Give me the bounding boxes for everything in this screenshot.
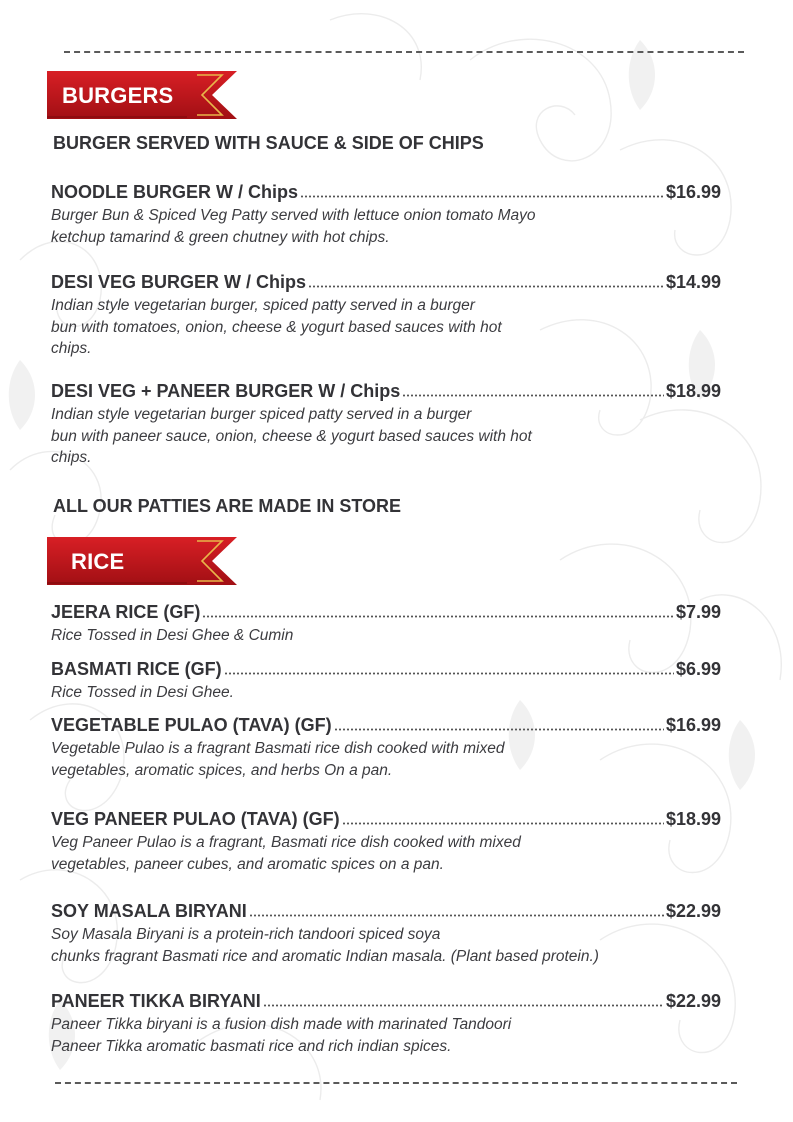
item-price: $14.99 [665,272,721,292]
menu-item [51,602,721,647]
item-price: $7.99 [675,602,721,622]
item-price: $22.99 [665,991,721,1011]
item-description: Indian style vegetarian burger, spiced patty served in a burger bun with tomatoes, onion, cheese & yogurt based sauces with hot chips. [51,297,502,357]
item-name: VEGETABLE PULAO (TAVA) (GF) [51,715,332,735]
item-price: $18.99 [665,381,721,401]
patties-note: ALL OUR PATTIES ARE MADE IN STORE [53,496,402,516]
dot-leader [300,182,664,198]
burgers-section-ribbon [47,71,237,119]
top-dashed-divider [64,51,744,53]
rice-section-title: RICE [71,549,125,574]
item-price: $16.99 [665,182,721,202]
dot-leader [334,715,664,731]
item-description: Rice Tossed in Desi Ghee & Cumin [51,627,294,644]
dot-leader [224,659,674,675]
menu-item [51,272,721,360]
dot-leader [249,901,664,917]
item-name: SOY MASALA BIRYANI [51,901,247,921]
item-name: JEERA RICE (GF) [51,602,201,622]
dot-leader [402,381,664,397]
burgers-section-title: BURGERS [62,83,174,108]
item-description: Soy Masala Biryani is a protein-rich tandoori spiced soya chunks fragrant Basmati rice and aromatic Indian masala. (Plant based protein.) [51,926,599,965]
item-description: Paneer Tikka biryani is a fusion dish made with marinated Tandoori Paneer Tikka aromatic basmati rice and rich indian spices. [51,1016,512,1055]
item-price: $6.99 [675,659,721,679]
dot-leader [308,272,664,288]
item-description: Veg Paneer Pulao is a fragrant, Basmati rice dish cooked with mixed vegetables, paneer cubes, and aromatic spices on a pan. [51,834,521,873]
item-name: NOODLE BURGER W / Chips [51,182,298,202]
dot-leader [202,602,674,618]
item-name: BASMATI RICE (GF) [51,659,222,679]
item-description: Indian style vegetarian burger spiced patty served in a burger bun with paneer sauce, onion, cheese & yogurt based sauces with hot chips. [51,406,532,466]
item-name: VEG PANEER PULAO (TAVA) (GF) [51,809,340,829]
menu-item [51,182,721,248]
item-description: Rice Tossed in Desi Ghee. [51,684,234,701]
item-price: $18.99 [665,809,721,829]
dot-leader [263,991,664,1007]
menu-item [51,381,721,469]
menu-item [51,659,721,704]
item-description: Vegetable Pulao is a fragrant Basmati rice dish cooked with mixed vegetables, aromatic spices, and herbs On a pan. [51,740,505,779]
item-name: DESI VEG BURGER W / Chips [51,272,307,292]
item-price: $16.99 [665,715,721,735]
item-description: Burger Bun & Spiced Veg Patty served with lettuce onion tomato Mayo ketchup tamarind & green chutney with hot chips. [51,207,536,246]
menu-item [51,809,721,875]
rice-section-ribbon [47,537,237,585]
menu-item [51,901,721,967]
bottom-dashed-divider [55,1082,737,1084]
menu-item [51,991,721,1057]
dot-leader [342,809,664,825]
item-name: DESI VEG + PANEER BURGER W / Chips [51,381,401,401]
item-price: $22.99 [665,901,721,921]
item-name: PANEER TIKKA BIRYANI [51,991,261,1011]
menu-item [51,715,721,781]
burgers-served-note: BURGER SERVED WITH SAUCE & SIDE OF CHIPS [53,133,484,153]
